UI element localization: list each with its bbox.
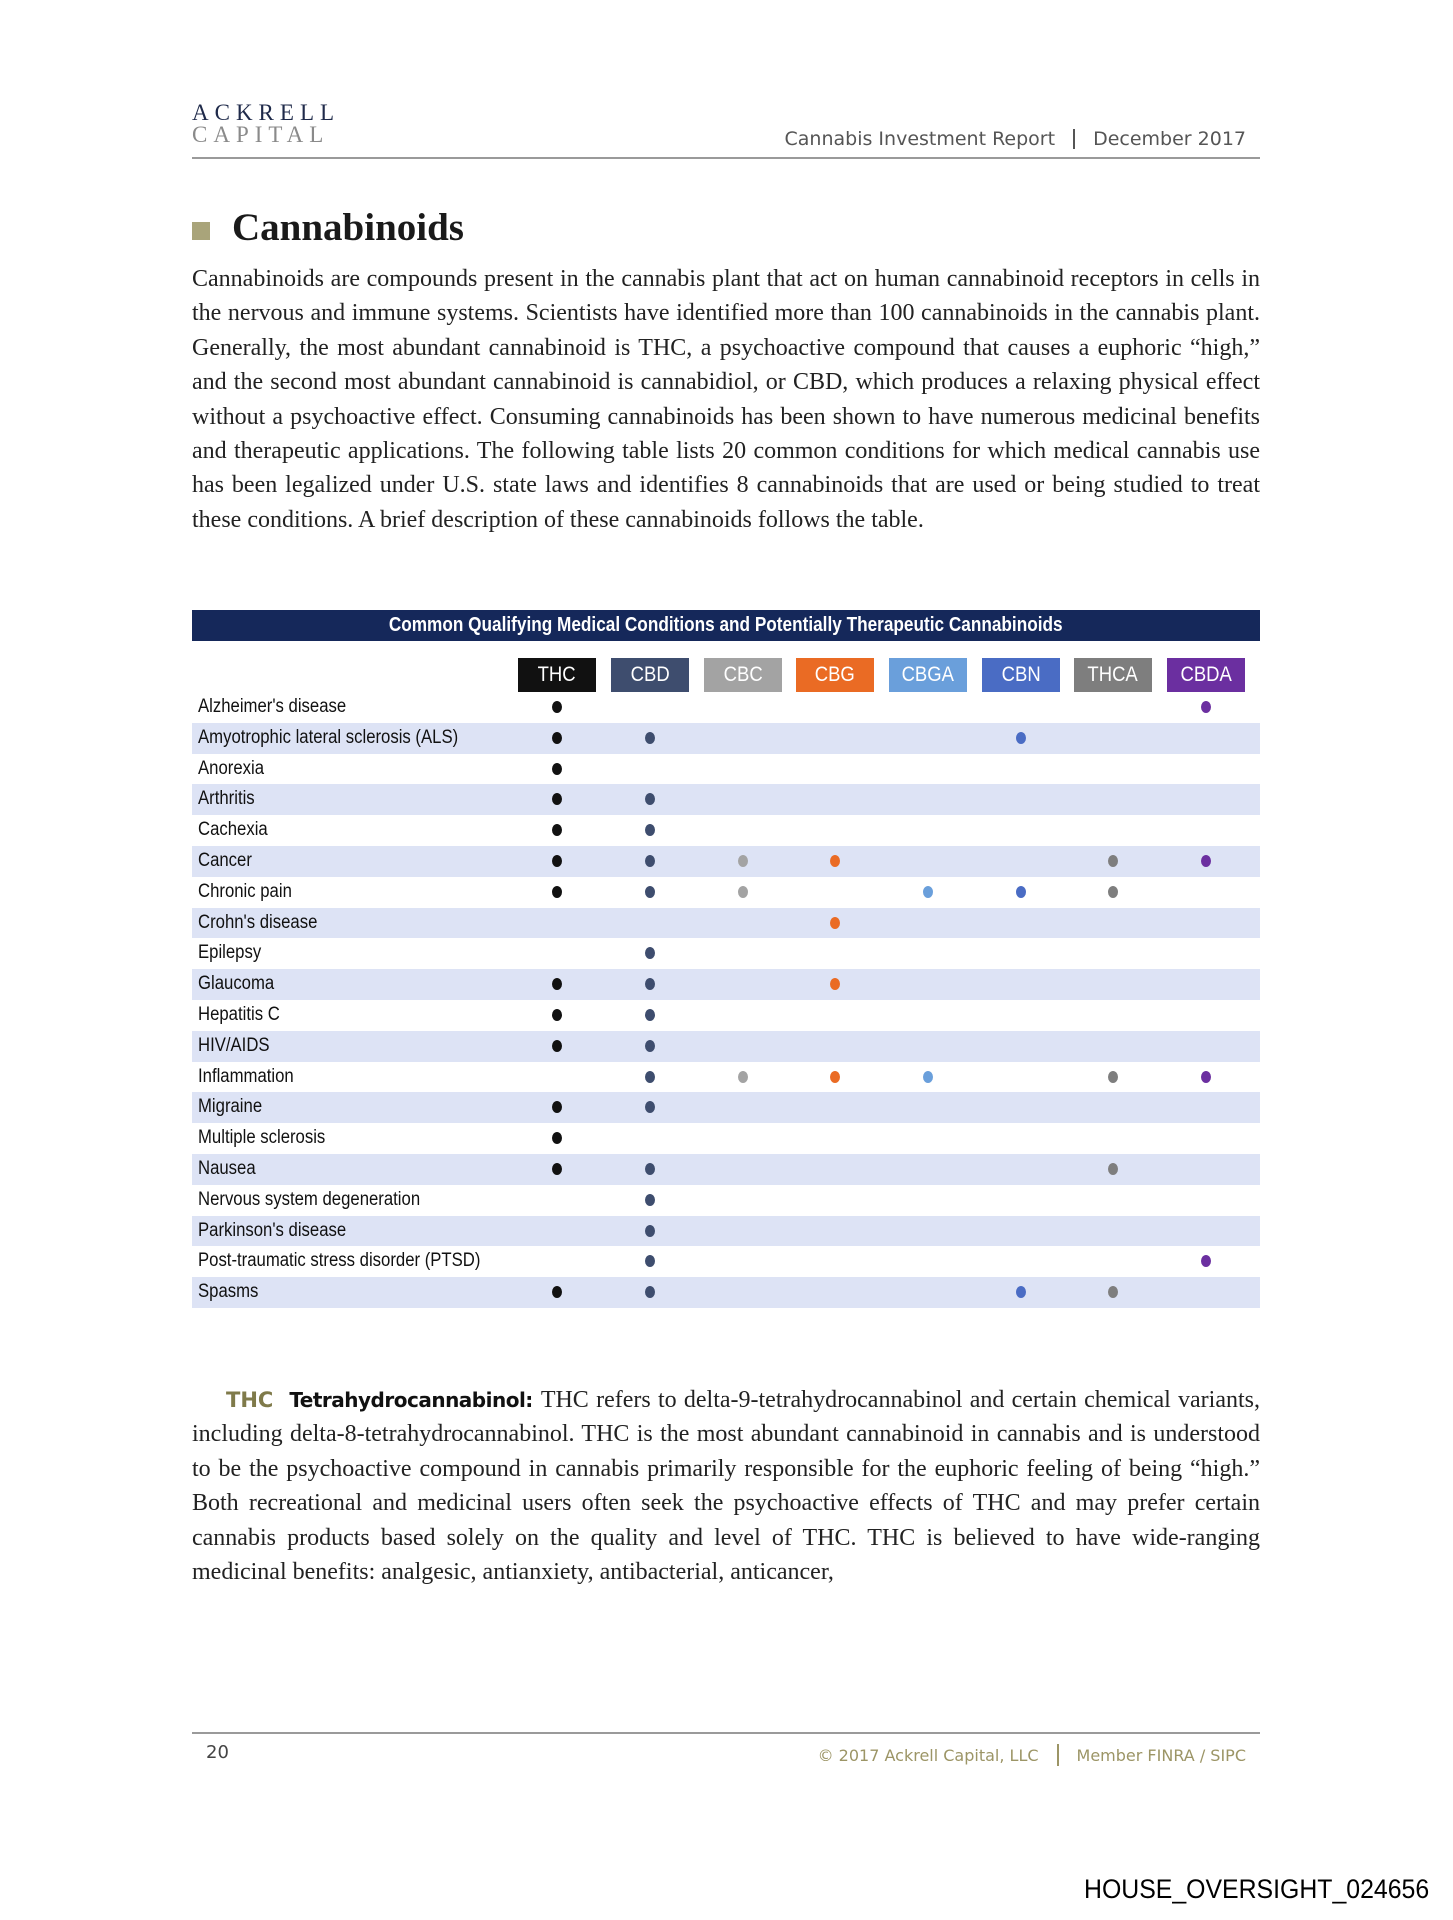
indicator-dot-cbg xyxy=(830,855,840,867)
indicator-dot-cbg xyxy=(830,1071,840,1083)
thc-text: THC refers to delta-9-tetrahydrocannabinol and certain chemical variants, including delta-8-tetrahydrocannabinol. THC is the most abundant cannabinoid in cannabis and is understood to be the psychoactive compound in cannabis primarily responsible for the euphoric feeling of being “high.” Both recreational and medicinal users often seek the psychoactive effects of THC and may prefer certain cannabis products based solely on the quality and level of THC. THC is believed to have wide-ranging medicinal benefits: analgesic, antianxiety, antibacterial, anticancer, xyxy=(192,1387,1260,1586)
logo-line2: CAPITAL xyxy=(192,122,330,147)
condition-label: HIV/AIDS xyxy=(198,1034,270,1056)
condition-label: Crohn's disease xyxy=(198,911,318,933)
indicator-dot-thca xyxy=(1108,886,1118,898)
table-title-text: Common Qualifying Medical Conditions and Potentially Therapeutic Cannabinoids xyxy=(389,614,1063,636)
indicator-dot-thc xyxy=(552,824,562,836)
column-header-label: CBGA xyxy=(901,663,955,686)
indicator-dot-thc xyxy=(552,886,562,898)
indicator-dot-cbg xyxy=(830,917,840,929)
condition-label: Nervous system degeneration xyxy=(198,1188,421,1210)
column-header-cbda xyxy=(1167,658,1245,692)
indicator-dot-thc xyxy=(552,1009,562,1021)
indicator-dot-cbn xyxy=(1016,732,1026,744)
indicator-dot-cbd xyxy=(645,1225,655,1237)
indicator-dot-thc xyxy=(552,701,562,713)
column-header-label: CBDA xyxy=(1180,663,1232,686)
indicator-dot-cbd xyxy=(645,947,655,959)
indicator-dot-thc xyxy=(552,855,562,867)
condition-label: Arthritis xyxy=(198,788,255,810)
table-row xyxy=(192,754,1260,785)
indicator-dot-cbc xyxy=(738,855,748,867)
report-date: December 2017 xyxy=(1093,128,1246,150)
condition-label: Epilepsy xyxy=(198,942,262,964)
indicator-dot-cbd xyxy=(645,978,655,990)
table-row xyxy=(192,784,1260,815)
indicator-dot-cbd xyxy=(645,1101,655,1113)
column-header-label: THCA xyxy=(1087,663,1139,686)
indicator-dot-cbd xyxy=(645,824,655,836)
indicator-dot-cbc xyxy=(738,886,748,898)
indicator-dot-thc xyxy=(552,1286,562,1298)
indicator-dot-cbd xyxy=(645,1040,655,1052)
indicator-dot-cbda xyxy=(1201,855,1211,867)
table-row xyxy=(192,1277,1260,1308)
indicator-dot-cbd xyxy=(645,1163,655,1175)
table-title xyxy=(192,610,1260,641)
table-row xyxy=(192,1000,1260,1031)
table-row xyxy=(192,723,1260,754)
footer-divider xyxy=(1057,1744,1059,1766)
indicator-dot-cbga xyxy=(923,1071,933,1083)
condition-label: Glaucoma xyxy=(198,973,275,995)
header-divider xyxy=(1073,129,1075,149)
table-row xyxy=(192,1154,1260,1185)
table-row xyxy=(192,1062,1260,1093)
table-row xyxy=(192,969,1260,1000)
column-header-cbga xyxy=(889,658,967,692)
header-rule xyxy=(192,157,1260,159)
copyright: © 2017 Ackrell Capital, LLC xyxy=(817,1745,1039,1765)
heading-bullet-square-icon xyxy=(192,222,210,240)
condition-label: Post-traumatic stress disorder (PTSD) xyxy=(198,1250,481,1272)
column-header-cbn xyxy=(982,658,1060,692)
indicator-dot-thc xyxy=(552,1101,562,1113)
indicator-dot-cbc xyxy=(738,1071,748,1083)
indicator-dot-cbd xyxy=(645,1255,655,1267)
table-row xyxy=(192,908,1260,939)
table-row xyxy=(192,815,1260,846)
indicator-dot-thc xyxy=(552,1040,562,1052)
table-row xyxy=(192,938,1260,969)
section-heading xyxy=(192,205,464,250)
table-row xyxy=(192,1185,1260,1216)
column-header-cbd xyxy=(611,658,689,692)
indicator-dot-cbda xyxy=(1201,1255,1211,1267)
indicator-dot-thca xyxy=(1108,855,1118,867)
table-row xyxy=(192,1216,1260,1247)
indicator-dot-cbd xyxy=(645,1071,655,1083)
indicator-dot-cbda xyxy=(1201,1071,1211,1083)
column-header-label: CBN xyxy=(1001,663,1041,686)
membership: Member FINRA / SIPC xyxy=(1076,1745,1246,1765)
column-header-thca xyxy=(1074,658,1152,692)
logo xyxy=(192,102,340,146)
condition-label: Cancer xyxy=(198,850,252,871)
footer xyxy=(818,1744,1246,1766)
indicator-dot-thca xyxy=(1108,1163,1118,1175)
indicator-dot-cbd xyxy=(645,1194,655,1206)
indicator-dot-cbn xyxy=(1016,1286,1026,1298)
indicator-dot-thc xyxy=(552,793,562,805)
document-id-watermark: HOUSE_OVERSIGHT_024656 xyxy=(1083,1874,1429,1904)
report-title: Cannabis Investment Report xyxy=(784,128,1056,150)
indicator-dot-thca xyxy=(1108,1071,1118,1083)
section-title: Cannabinoids xyxy=(232,206,464,249)
table-row xyxy=(192,1246,1260,1277)
indicator-dot-cbd xyxy=(645,1009,655,1021)
condition-label: Inflammation xyxy=(198,1065,294,1087)
intro-paragraph: Cannabinoids are compounds present in the cannabis plant that act on human cannabinoid receptors in cells in the nervous and immune systems. Scientists have identified more than 100 cannabinoids in the cannabis plant. Generally, the most abundant cannabinoid is THC, a psychoactive compound that causes a euphoric “high,” and the second most abundant cannabinoid is cannabidiol, or CBD, which produces a relaxing physical effect without a psychoactive effect. Consuming cannabinoids has been shown to have numerous medicinal benefits and therapeutic applications. The following table lists 20 common conditions for which medical cannabis use has been legalized under U.S. state laws and identifies 8 cannabinoids that are used or being studied to treat these conditions. A brief description of these cannabinoids follows the table. xyxy=(192,266,1260,533)
condition-label: Parkinson's disease xyxy=(198,1219,347,1241)
indicator-dot-cbd xyxy=(645,732,655,744)
condition-label: Anorexia xyxy=(198,757,264,779)
indicator-dot-cbd xyxy=(645,793,655,805)
indicator-dot-thc xyxy=(552,1132,562,1144)
condition-label: Multiple sclerosis xyxy=(198,1127,326,1149)
thc-tag: THC xyxy=(226,1388,274,1412)
indicator-dot-cbd xyxy=(645,886,655,898)
column-header-cbg xyxy=(796,658,874,692)
column-header-label: THC xyxy=(537,663,576,686)
column-header-cbc xyxy=(704,658,782,692)
table-row xyxy=(192,1031,1260,1062)
report-header xyxy=(785,128,1246,150)
condition-label: Chronic pain xyxy=(198,880,292,902)
indicator-dot-thc xyxy=(552,732,562,744)
condition-label: Hepatitis C xyxy=(198,1004,280,1025)
indicator-dot-cbda xyxy=(1201,701,1211,713)
indicator-dot-cbd xyxy=(645,855,655,867)
indicator-dot-cbd xyxy=(645,1286,655,1298)
column-header-label: CBC xyxy=(723,663,763,686)
column-header-thc xyxy=(518,658,596,692)
indicator-dot-cbn xyxy=(1016,886,1026,898)
indicator-dot-thc xyxy=(552,763,562,775)
table-row xyxy=(192,1092,1260,1123)
column-header-label: CBG xyxy=(814,663,856,686)
condition-label: Amyotrophic lateral sclerosis (ALS) xyxy=(198,726,459,748)
footer-rule xyxy=(192,1732,1260,1734)
table-row xyxy=(192,1123,1260,1154)
condition-label: Spasms xyxy=(198,1281,259,1303)
column-header-label: CBD xyxy=(630,663,670,686)
condition-label: Nausea xyxy=(198,1158,256,1179)
page-number: 20 xyxy=(206,1742,229,1763)
indicator-dot-thca xyxy=(1108,1286,1118,1298)
indicator-dot-cbg xyxy=(830,978,840,990)
condition-label: Cachexia xyxy=(198,819,268,841)
table-row xyxy=(192,846,1260,877)
table-row xyxy=(192,692,1260,723)
condition-label: Migraine xyxy=(198,1096,263,1118)
indicator-dot-thc xyxy=(552,1163,562,1175)
condition-label: Alzheimer's disease xyxy=(198,696,347,717)
table-row xyxy=(192,877,1260,908)
indicator-dot-cbga xyxy=(923,886,933,898)
indicator-dot-thc xyxy=(552,978,562,990)
thc-name: Tetrahydrocannabinol: xyxy=(289,1388,533,1412)
logo-line1: ACKRELL xyxy=(192,100,341,125)
thc-description xyxy=(192,1383,1260,1589)
